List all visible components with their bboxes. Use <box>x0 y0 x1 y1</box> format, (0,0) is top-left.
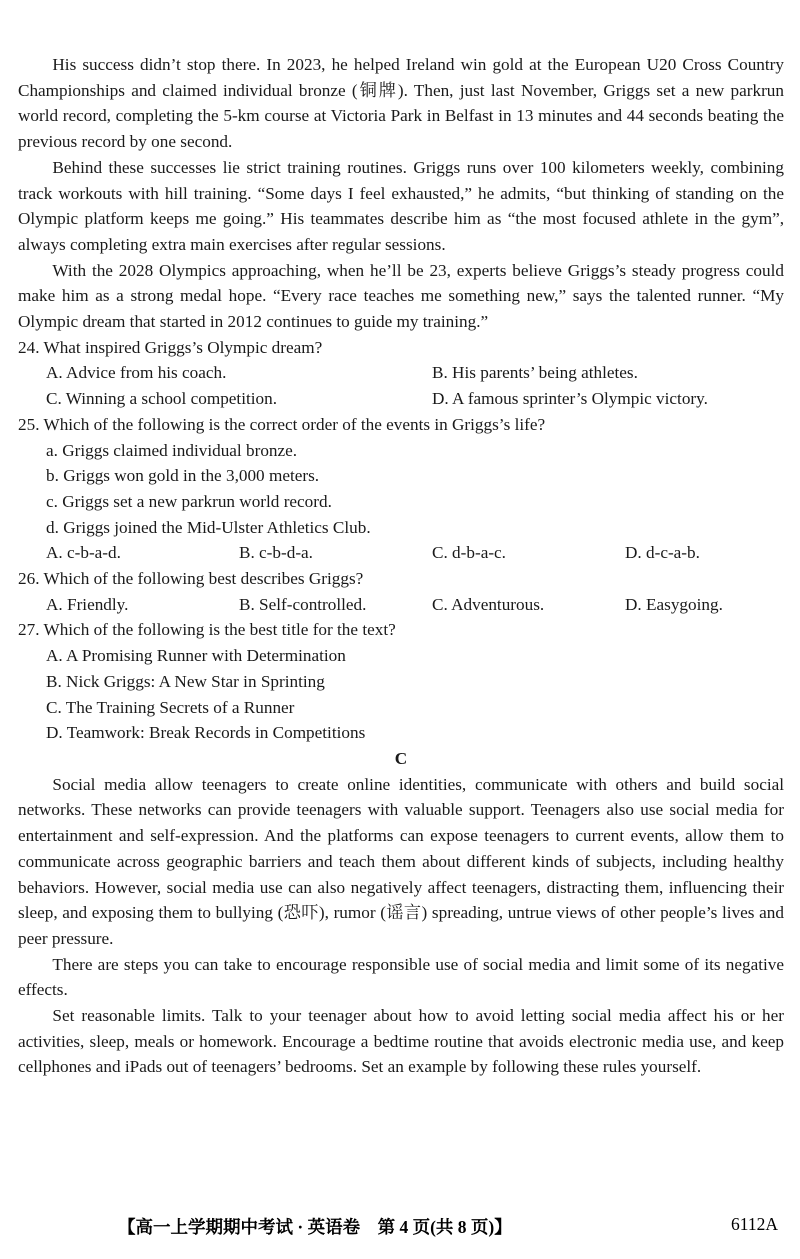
question-25-event-d: d. Griggs joined the Mid-Ulster Athletics Club. <box>46 517 371 537</box>
question-25-option-c: C. d-b-a-c. <box>432 543 506 563</box>
question-25-option-d: D. d-c-a-b. <box>625 543 700 563</box>
question-24-option-d: D. A famous sprinter’s Olympic victory. <box>432 389 708 409</box>
question-25-stem: 25. Which of the following is the correct order of the events in Griggs’s life? <box>18 414 546 434</box>
question-27-option-d: D. Teamwork: Break Records in Competitions <box>46 723 366 743</box>
passage-c-paragraph-1: Social media allow teenagers to create online identities, communicate with others and build social networks. These networks can provide teenagers with valuable support. Teenagers also use social media for entertainment and self-expression. And the platforms can expose teenagers to current events, allow them to communicate across geographic barriers and teach them about different kinds of subjects, including healthy behaviors. However, social media use can also negatively affect teenagers, distracting them, influencing their sleep, and exposing them to bullying (恐吓), rumor (谣言) spreading, untrue views of other people’s lives and peer pressure. <box>18 774 784 948</box>
question-25-event-b: b. Griggs won gold in the 3,000 meters. <box>46 466 320 486</box>
passage-b-paragraph-1: His success didn’t stop there. In 2023, he helped Ireland win gold at the European U20 Cross Country Championships and claimed individual bronze (铜牌). Then, just last November, Griggs set a new parkrun world record, completing the 5-km course at Victoria Park in Belfast in 13 minutes and 44 seconds beating the previous record by one second. <box>18 55 784 152</box>
question-27 <box>18 617 784 746</box>
question-25-event-a: a. Griggs claimed individual bronze. <box>46 440 298 460</box>
question-26-options <box>18 592 784 618</box>
page-footer <box>0 1214 800 1244</box>
question-26 <box>18 566 784 617</box>
passage-c-paragraph-2: There are steps you can take to encourage responsible use of social media and limit some of its negative effects. <box>18 954 784 1000</box>
question-24-options-row-1 <box>18 360 784 386</box>
question-25 <box>18 412 784 566</box>
question-27-option-a: A. A Promising Runner with Determination <box>46 646 346 666</box>
footer-exam-info: 【高一上学期期中考试 · 英语卷 第 4 页(共 8 页)】 <box>118 1217 512 1237</box>
footer-paper-code: 6112A <box>731 1214 778 1234</box>
question-27-option-c: C. The Training Secrets of a Runner <box>46 697 295 717</box>
passage-b-paragraph-2: Behind these successes lie strict training routines. Griggs runs over 100 kilometers weekly, combining track workouts with hill training. “Some days I feel exhausted,” he admits, “but thinking of standing on the Olympic platform keeps me going.” His teammates describe him as “the most focused athlete in the gym”, always completing extra main exercises after regular sessions. <box>18 157 784 254</box>
question-24-stem: 24. What inspired Griggs’s Olympic dream? <box>18 337 323 357</box>
question-25-options <box>18 540 784 566</box>
question-24 <box>18 335 784 412</box>
question-25-option-b: B. c-b-d-a. <box>239 543 313 563</box>
question-26-option-d: D. Easygoing. <box>625 594 723 614</box>
question-26-option-b: B. Self-controlled. <box>239 594 367 614</box>
question-27-stem: 27. Which of the following is the best title for the text? <box>18 620 396 640</box>
question-24-option-c: C. Winning a school competition. <box>46 389 277 409</box>
question-25-option-a: A. c-b-a-d. <box>46 543 121 563</box>
question-24-option-a: A. Advice from his coach. <box>46 363 227 383</box>
question-24-options-row-2 <box>18 386 784 412</box>
passage-c-paragraph-3: Set reasonable limits. Talk to your teenager about how to avoid letting social media affect his or her activities, sleep, meals or homework. Encourage a bedtime routine that avoids electronic media use, and keep cellphones and iPads out of teenagers’ bedrooms. Set an example by following these rules yourself. <box>18 1006 784 1077</box>
question-24-option-b: B. His parents’ being athletes. <box>432 363 638 383</box>
question-26-option-c: C. Adventurous. <box>432 594 545 614</box>
question-27-option-b: B. Nick Griggs: A New Star in Sprinting <box>46 671 325 691</box>
question-25-event-c: c. Griggs set a new parkrun world record. <box>46 491 332 511</box>
passage-b-paragraph-3: With the 2028 Olympics approaching, when he’ll be 23, experts believe Griggs’s steady progress could make him as a strong medal hope. “Every race teaches me something new,” says the talented runner. “My Olympic dream that started in 2012 continues to guide my training.” <box>18 260 784 332</box>
section-heading-c: C <box>394 748 408 768</box>
question-26-option-a: A. Friendly. <box>46 594 129 614</box>
question-26-stem: 26. Which of the following best describes Griggs? <box>18 569 364 589</box>
